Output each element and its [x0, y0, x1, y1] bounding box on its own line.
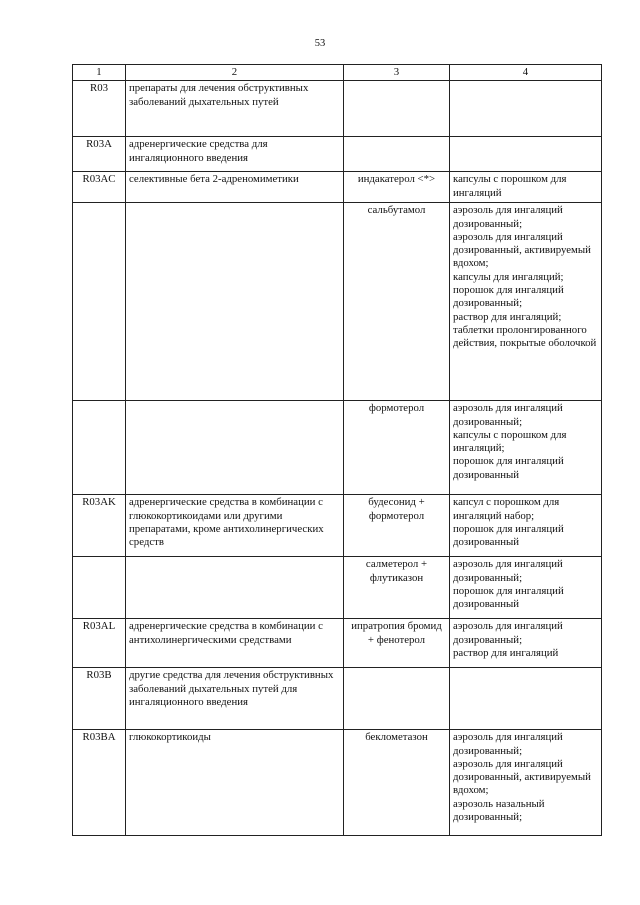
group-cell: другие средства для лечения обструктивных заболеваний дыхательных путей для ингаляционного введения — [126, 668, 344, 730]
atc-code-cell: R03B — [73, 668, 126, 730]
dosage-form-cell — [450, 668, 602, 730]
atc-code-cell: R03A — [73, 137, 126, 172]
table-row — [73, 668, 602, 730]
drug-cell: ипратропия бромид + фенотерол — [344, 619, 450, 668]
table-row — [73, 137, 602, 172]
group-cell — [126, 401, 344, 495]
group-cell — [126, 203, 344, 401]
column-header-4: 4 — [450, 65, 602, 81]
dosage-form-cell: аэрозоль для ингаляций дозированный; раствор для ингаляций — [450, 619, 602, 668]
drug-cell: формотерол — [344, 401, 450, 495]
atc-code-cell: R03 — [73, 81, 126, 137]
atc-code-cell: R03AC — [73, 172, 126, 203]
column-header-3: 3 — [344, 65, 450, 81]
drug-cell: беклометазон — [344, 730, 450, 836]
drug-table — [72, 64, 602, 836]
column-header-1: 1 — [73, 65, 126, 81]
table-row — [73, 619, 602, 668]
drug-cell: индакатерол <*> — [344, 172, 450, 203]
column-header-2: 2 — [126, 65, 344, 81]
group-cell: препараты для лечения обструктивных заболеваний дыхательных путей — [126, 81, 344, 137]
dosage-form-cell: аэрозоль для ингаляций дозированный; капсулы с порошком для ингаляций; порошок для ингаляций дозированный — [450, 401, 602, 495]
table-row — [73, 203, 602, 401]
group-cell: адренергические средства в комбинации с антихолинергическими средствами — [126, 619, 344, 668]
group-cell: адренергические средства в комбинации с глюкокортикоидами или другими препаратами, кроме антихолинергических средств — [126, 495, 344, 557]
drug-cell: сальбутамол — [344, 203, 450, 401]
table-row — [73, 81, 602, 137]
drug-cell — [344, 137, 450, 172]
dosage-form-cell: капсул с порошком для ингаляций набор; порошок для ингаляций дозированный — [450, 495, 602, 557]
table-row — [73, 401, 602, 495]
group-cell: глюкокортикоиды — [126, 730, 344, 836]
atc-code-cell: R03BA — [73, 730, 126, 836]
dosage-form-cell: аэрозоль для ингаляций дозированный; аэрозоль для ингаляций дозированный, активируемый вдохом; капсулы для ингаляций; порошок для ингаляций дозированный; раствор для ингаляций; таблетки пролонгированного действия, покрытые оболочкой — [450, 203, 602, 401]
dosage-form-cell — [450, 137, 602, 172]
drug-cell — [344, 668, 450, 730]
dosage-form-cell: аэрозоль для ингаляций дозированный; аэрозоль для ингаляций дозированный, активируемый вдохом; аэрозоль назальный дозированный; — [450, 730, 602, 836]
table-header-row — [73, 65, 602, 81]
drug-cell — [344, 81, 450, 137]
dosage-form-cell: аэрозоль для ингаляций дозированный; порошок для ингаляций дозированный — [450, 557, 602, 619]
atc-code-cell: R03AK — [73, 495, 126, 557]
drug-cell: салметерол + флутиказон — [344, 557, 450, 619]
atc-code-cell — [73, 401, 126, 495]
drug-cell: будесонид + формотерол — [344, 495, 450, 557]
page-number: 53 — [314, 38, 326, 49]
table-row — [73, 172, 602, 203]
group-cell: селективные бета 2-адреномиметики — [126, 172, 344, 203]
dosage-form-cell: капсулы с порошком для ингаляций — [450, 172, 602, 203]
group-cell: адренергические средства для ингаляционного введения — [126, 137, 344, 172]
atc-code-cell — [73, 203, 126, 401]
dosage-form-cell — [450, 81, 602, 137]
atc-code-cell: R03AL — [73, 619, 126, 668]
atc-code-cell — [73, 557, 126, 619]
group-cell — [126, 557, 344, 619]
table-row — [73, 730, 602, 836]
table-row — [73, 495, 602, 557]
table-row — [73, 557, 602, 619]
